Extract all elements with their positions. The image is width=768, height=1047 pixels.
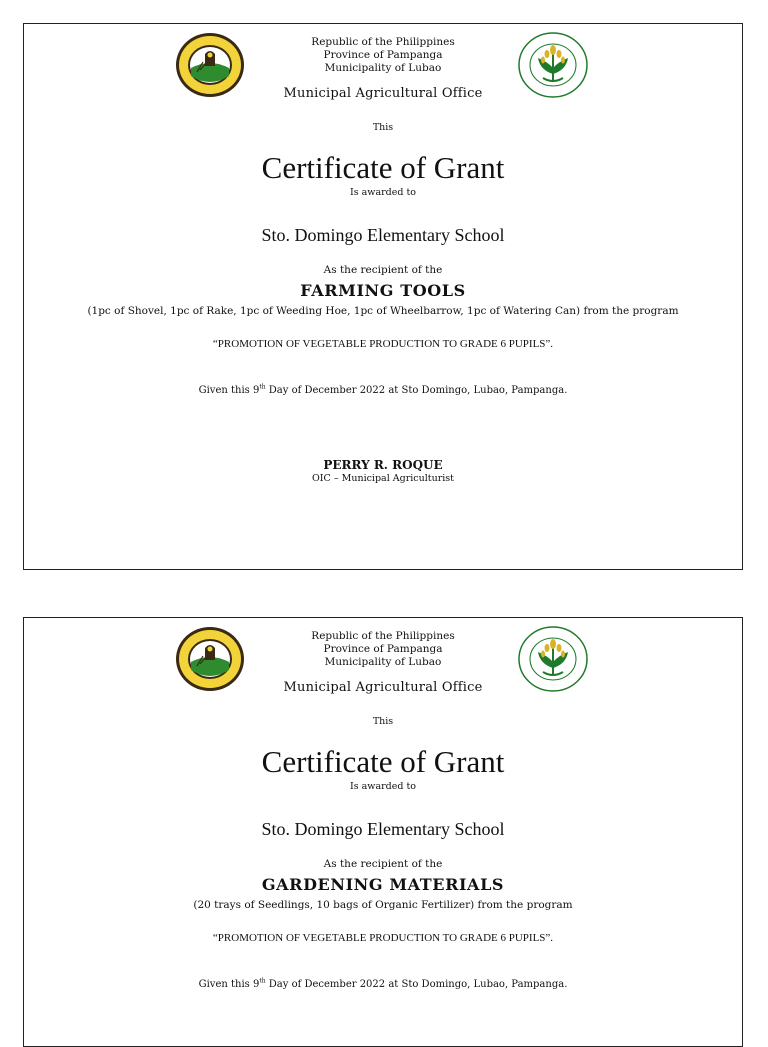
program-name: “PROMOTION OF VEGETABLE PRODUCTION TO GRADE 6 PUPILS”. (212, 338, 554, 350)
recipient-label: As the recipient of the (323, 264, 443, 276)
given-date (24, 979, 742, 990)
certificate-gardening-materials (23, 617, 743, 1047)
given-date (24, 385, 742, 396)
header-republic: Republic of the Philippines (311, 630, 455, 642)
certificate-title: Certificate of Grant (261, 150, 505, 185)
certificate-farming-tools (23, 23, 743, 570)
header-municipality: Municipality of Lubao (324, 656, 442, 668)
recipient-label: As the recipient of the (323, 858, 443, 870)
recipient-name: Sto. Domingo Elementary School (261, 819, 505, 839)
this-label: This (372, 122, 394, 133)
given-ordinal: th (259, 383, 266, 391)
given-prefix: Given this 9 (198, 385, 260, 396)
grant-description: (20 trays of Seedlings, 10 bags of Organic Fertilizer) from the program (193, 899, 573, 911)
given-prefix: Given this 9 (198, 979, 260, 990)
given-suffix: Day of December 2022 at Sto Domingo, Lubao, Pampanga. (265, 385, 568, 396)
recipient-name: Sto. Domingo Elementary School (261, 225, 505, 245)
program-name: “PROMOTION OF VEGETABLE PRODUCTION TO GRADE 6 PUPILS”. (212, 932, 554, 944)
grant-item: FARMING TOOLS (300, 281, 466, 300)
certificate-title: Certificate of Grant (261, 744, 505, 779)
office-name: Municipal Agricultural Office (283, 86, 483, 101)
awarded-label: Is awarded to (350, 781, 416, 792)
awarded-label: Is awarded to (350, 187, 416, 198)
header-province: Province of Pampanga (323, 49, 443, 61)
header-municipality: Municipality of Lubao (324, 62, 442, 74)
given-ordinal: th (259, 977, 266, 985)
grant-item: GARDENING MATERIALS (261, 875, 505, 894)
given-suffix: Day of December 2022 at Sto Domingo, Lubao, Pampanga. (265, 979, 568, 990)
office-name: Municipal Agricultural Office (283, 680, 483, 695)
this-label: This (372, 716, 394, 727)
signer-name: PERRY R. ROQUE (323, 458, 443, 472)
header-province: Province of Pampanga (323, 643, 443, 655)
signer-position: OIC – Municipal Agriculturist (312, 473, 454, 484)
grant-description: (1pc of Shovel, 1pc of Rake, 1pc of Weeding Hoe, 1pc of Wheelbarrow, 1pc of Watering Can) from the program (87, 305, 679, 317)
header-republic: Republic of the Philippines (311, 36, 455, 48)
